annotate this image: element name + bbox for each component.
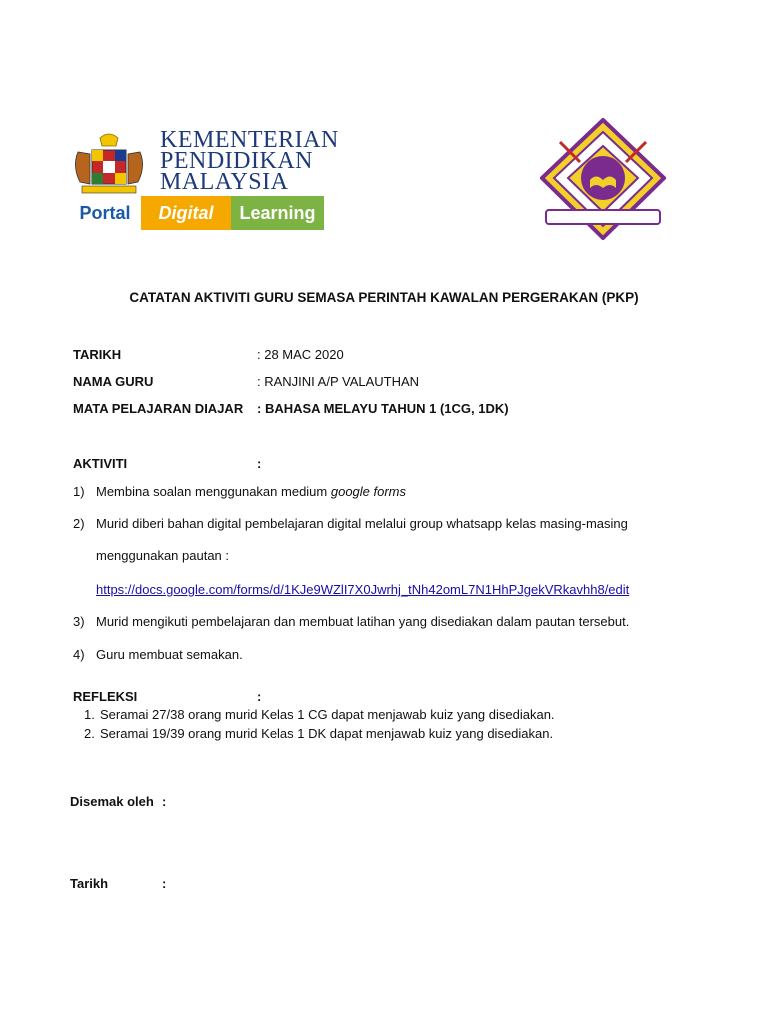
school-crest-icon bbox=[540, 118, 666, 240]
school-logo bbox=[540, 118, 666, 240]
reflection-1-number: 1. bbox=[84, 707, 95, 722]
kpm-name-line2: PENDIDIKAN bbox=[160, 148, 313, 174]
activity-4-number: 4) bbox=[73, 647, 85, 662]
sign-date-colon: : bbox=[162, 876, 167, 891]
activities-label: AKTIVITI bbox=[73, 456, 128, 471]
activity-2-link-wrapper bbox=[96, 582, 629, 598]
checked-by-label: Disemak oleh bbox=[70, 794, 154, 809]
reflection-label: REFLEKSI bbox=[73, 689, 138, 704]
checked-by-colon: : bbox=[162, 794, 167, 809]
learning-word: Learning bbox=[231, 196, 324, 230]
teacher-name-label: NAMA GURU bbox=[73, 374, 154, 389]
google-form-link[interactable]: https://docs.google.com/forms/d/1KJe9WZlI7X0Jwrhj_tNh42omL7N1HhPJgekVRkavhh8/edit bbox=[96, 582, 630, 597]
reflection-1-text: Seramai 27/38 orang murid Kelas 1 CG dapat menjawab kuiz yang disediakan. bbox=[100, 707, 555, 722]
activity-2-number: 2) bbox=[73, 516, 85, 531]
activity-3-number: 3) bbox=[73, 614, 85, 629]
activities-colon: : bbox=[257, 456, 262, 471]
reflection-2-text: Seramai 19/39 orang murid Kelas 1 DK dapat menjawab kuiz yang disediakan. bbox=[100, 726, 554, 741]
teacher-name-value: : RANJINI A/P VALAUTHAN bbox=[257, 374, 420, 389]
reflection-colon: : bbox=[257, 689, 262, 704]
activity-2-line2: menggunakan pautan : bbox=[96, 548, 229, 563]
malaysia-coat-of-arms-icon bbox=[68, 132, 150, 198]
date-value: : 28 MAC 2020 bbox=[257, 347, 344, 362]
document-title: CATATAN AKTIVITI GURU SEMASA PERINTAH KAWALAN PERGERAKAN (PKP) bbox=[129, 290, 639, 305]
digital-word: Digital bbox=[141, 196, 231, 230]
activity-1 bbox=[96, 484, 406, 500]
activity-2-line1: Murid diberi bahan digital pembelajaran digital melalui group whatsapp kelas masing-masing bbox=[96, 516, 628, 531]
portal-word: Portal bbox=[69, 196, 141, 230]
subject-label: MATA PELAJARAN DIAJAR bbox=[73, 401, 244, 416]
activity-1-text: Membina soalan menggunakan medium bbox=[96, 484, 331, 499]
activity-1-number: 1) bbox=[73, 484, 85, 499]
activity-4-text: Guru membuat semakan. bbox=[96, 647, 243, 662]
portal-digital-learning-banner bbox=[69, 196, 324, 230]
kpm-name-line3: MALAYSIA bbox=[160, 169, 289, 195]
reflection-2-number: 2. bbox=[84, 726, 95, 741]
kpm-name-line1: KEMENTERIAN bbox=[160, 127, 339, 153]
activity-1-italic: google forms bbox=[330, 484, 407, 499]
activity-3-text: Murid mengikuti pembelajaran dan membuat latihan yang disediakan dalam pautan tersebut. bbox=[96, 614, 630, 629]
kpm-portal-logo bbox=[66, 120, 339, 238]
sign-date-label: Tarikh bbox=[70, 876, 109, 891]
subject-value: : BAHASA MELAYU TAHUN 1 (1CG, 1DK) bbox=[257, 401, 509, 416]
date-label: TARIKH bbox=[73, 347, 122, 362]
